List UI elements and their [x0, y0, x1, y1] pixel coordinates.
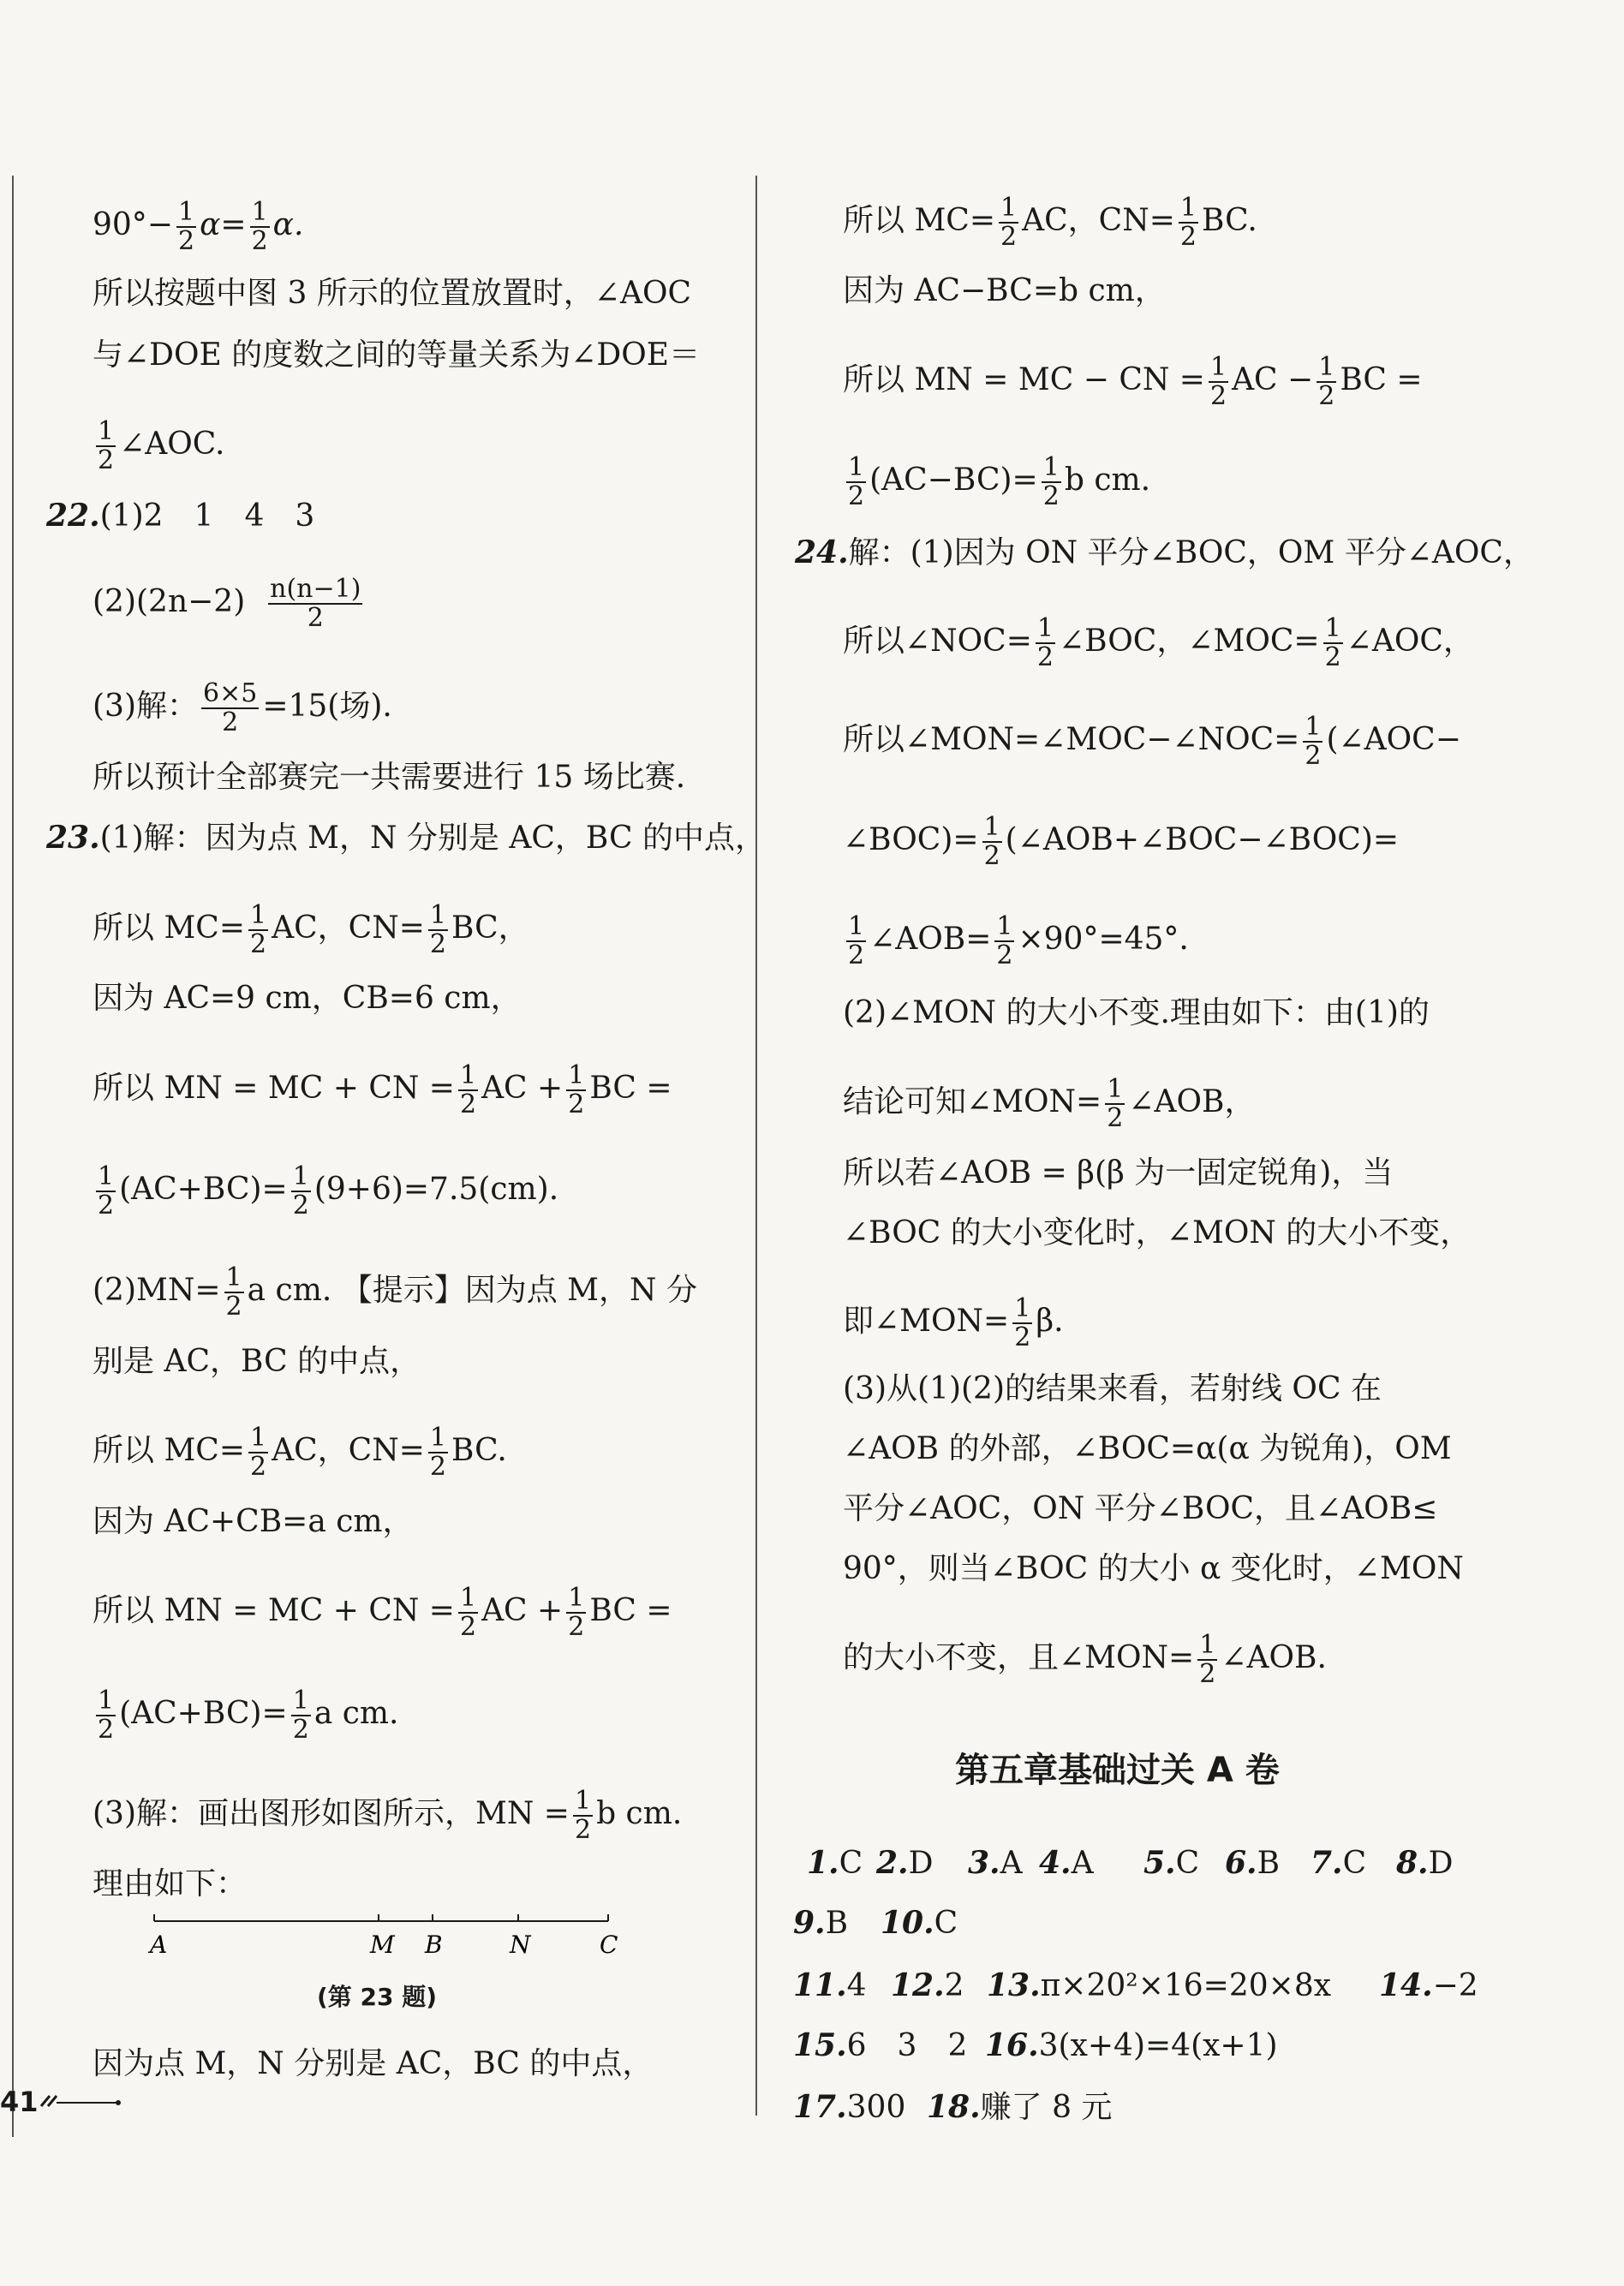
fraction: $\frac{1}{2}$ [1179, 193, 1197, 252]
fraction: $\frac{1}{2}$ [1042, 452, 1060, 511]
fraction: $\frac{1}{2}$ [996, 911, 1013, 970]
answer-item [793, 1906, 848, 1941]
answer-value: C [839, 1846, 863, 1881]
page-ornament-icon [38, 2092, 123, 2110]
text-line: (3)解：画出图形如图所示，MN = $\frac{1}{2}$ b cm. [93, 1786, 683, 1845]
text-line: 所以预计全部赛完一共需要进行 15 场比赛. [93, 760, 686, 795]
answer-number: 13. [987, 1967, 1041, 2003]
answer-number: 7. [1311, 1845, 1343, 1881]
answer-value: A [1000, 1846, 1023, 1881]
text-line: 理由如下： [93, 1866, 248, 1901]
answer-number: 1. [807, 1845, 839, 1881]
text-line: $\frac{1}{2}$ ∠AOC. [98, 416, 225, 475]
fraction: $\frac{1}{2}$ [568, 1583, 585, 1642]
text-line: 因为 AC−BC=b cm， [843, 273, 1166, 308]
answer-item [793, 2090, 905, 2125]
question-23: 23.(1)解：因为点 M，N 分别是 AC，BC 的中点， [46, 820, 766, 856]
answer-item [876, 1846, 933, 1881]
fraction: $\frac{1}{2}$ [251, 197, 268, 256]
text-line: 所以∠NOC= $\frac{1}{2}$ ∠BOC，∠MOC= $\frac{1}{2}$ ∠AOC， [843, 613, 1474, 672]
fraction: $\frac{1}{2}$ [983, 812, 1000, 871]
answer-item [987, 1968, 1331, 2003]
text-line: 所以 MN = MC + CN = $\frac{1}{2}$ AC + $\frac{1}{2}$ BC = [93, 1583, 672, 1642]
text-line: 所以 MC= $\frac{1}{2}$ AC，CN= $\frac{1}{2}$ BC， [93, 900, 529, 959]
text-line: $\frac{1}{2}$ ∠AOB= $\frac{1}{2}$ ×90°=45°. [848, 911, 1189, 970]
text-line: $\frac{1}{2}$ (AC+BC)= $\frac{1}{2}$ a cm. [98, 1686, 399, 1745]
answer-number: 10. [881, 1905, 934, 1941]
answer-number: 18. [927, 2089, 981, 2125]
fraction: $\frac{1}{2}$ [98, 1686, 115, 1745]
fraction: $\frac{1}{2}$ [292, 1686, 309, 1745]
text-line: ∠BOC)= $\frac{1}{2}$ (∠AOB+∠BOC−∠BOC)= [843, 812, 1400, 871]
answer-number: 14. [1379, 1967, 1433, 2003]
answer-value: B [1257, 1846, 1281, 1881]
left-margin-rule [12, 176, 14, 2137]
fraction: $\frac{1}{2}$ [1014, 1293, 1031, 1352]
text-line: $\frac{1}{2}$ (AC−BC)= $\frac{1}{2}$ b cm. [848, 452, 1151, 511]
column-divider [755, 176, 757, 2116]
figure-23-segment [146, 1906, 625, 1966]
answer-item [985, 2028, 1278, 2063]
answer-value: C [1175, 1846, 1200, 1881]
text-line: 所以∠MON=∠MOC−∠NOC= $\frac{1}{2}$ (∠AOC− [843, 712, 1461, 771]
answer-item [1396, 1846, 1453, 1881]
answer-value: 300 [846, 2090, 906, 2125]
answer-number: 8. [1396, 1845, 1429, 1881]
fraction: $\frac{1}{2}$ [225, 1262, 242, 1322]
answer-item [793, 1968, 867, 2003]
text-line: 因为 AC=9 cm，CB=6 cm， [93, 981, 522, 1016]
answer-number: 15. [793, 2027, 847, 2063]
text-line: ∠AOB 的外部，∠BOC=α(α 为锐角)，OM [843, 1431, 1452, 1466]
label-c: C [600, 1931, 618, 1959]
answer-value: B [825, 1906, 849, 1941]
fraction: $\frac{1}{2}$ [459, 1583, 477, 1642]
label-b: B [425, 1931, 443, 1959]
text-line: (2)MN= $\frac{1}{2}$ a cm. 【提示】因为点 M，N 分 [93, 1262, 697, 1322]
answer-value: 4 [846, 1968, 867, 2003]
answer-item [807, 1846, 863, 1881]
text-line: 的大小不变，且∠MON= $\frac{1}{2}$ ∠AOB. [843, 1630, 1327, 1689]
answer-number: 12. [891, 1967, 945, 2003]
text-line: $\frac{1}{2}$ (AC+BC)= $\frac{1}{2}$ (9+6)=7.5(cm). [98, 1161, 559, 1221]
text-line: (3)解： $\frac{6\times 5}{2}$ =15(场). [93, 678, 392, 737]
question-22: 22.(1)2 1 4 3 [46, 498, 315, 534]
answer-value: 3(x+4)=4(x+1) [1038, 2028, 1278, 2063]
text-line: 90°− $\frac{1}{2}$ α= $\frac{1}{2}$ α. [93, 197, 304, 256]
answer-number: 3. [968, 1845, 1000, 1881]
fraction: $\frac{1}{2}$ [1036, 613, 1054, 672]
text-line: 即∠MON= $\frac{1}{2}$ β. [843, 1293, 1064, 1352]
fraction: $\frac{1}{2}$ [848, 452, 865, 511]
text-line: 所以 MC= $\frac{1}{2}$ AC，CN= $\frac{1}{2}$ BC. [93, 1423, 507, 1482]
answer-number: 4. [1039, 1845, 1072, 1881]
fraction: $\frac{1}{2}$ [1318, 352, 1335, 411]
answer-value: A [1071, 1846, 1094, 1881]
chapter-title: 第五章基础过关 A 卷 [955, 1751, 1280, 1790]
text-line: 所以 MN = MC − CN = $\frac{1}{2}$ AC − $\frac{1}{2}$ BC = [843, 352, 1423, 411]
answer-value: C [1342, 1846, 1367, 1881]
answer-number: 5. [1143, 1845, 1176, 1881]
text-line: ∠BOC 的大小变化时，∠MON 的大小不变， [843, 1215, 1472, 1250]
fraction: $\frac{6\times 5}{2}$ [203, 678, 258, 737]
fraction: $\frac{n(n-1)}{2}$ [270, 574, 361, 633]
label-a: A [150, 1931, 168, 1959]
text-line: 平分∠AOC，ON 平分∠BOC，且∠AOB≤ [843, 1491, 1438, 1526]
fraction: $\frac{1}{2}$ [1000, 193, 1018, 252]
answer-item [891, 1968, 964, 2003]
fraction: $\frac{1}{2}$ [98, 416, 115, 475]
figure-caption: (第 23 题) [317, 1983, 438, 2011]
text-line: 因为点 M，N 分别是 AC，BC 的中点， [93, 2046, 654, 2081]
answer-item [1225, 1846, 1280, 1881]
answer-number: 11. [793, 1967, 847, 2003]
fraction: $\frac{1}{2}$ [98, 1161, 115, 1221]
text-line: (3)从(1)(2)的结果来看，若射线 OC 在 [843, 1371, 1382, 1406]
fraction: $\frac{1}{2}$ [574, 1786, 592, 1845]
answer-value: 赚了 8 元 [980, 2090, 1113, 2125]
answer-number: 17. [793, 2089, 847, 2125]
answer-value: −2 [1432, 1968, 1478, 2003]
text-line: 90°，则当∠BOC 的大小 α 变化时，∠MON [843, 1551, 1464, 1586]
answer-value: π×20²×16=20×8x [1040, 1968, 1332, 2003]
answer-number: 9. [793, 1905, 826, 1941]
text-line: 所以若∠AOB = β(β 为一固定锐角)，当 [843, 1155, 1394, 1191]
label-m: M [370, 1931, 395, 1959]
answer-item [968, 1846, 1023, 1881]
text-line: (2)∠MON 的大小不变.理由如下：由(1)的 [843, 995, 1430, 1030]
answer-item [1379, 1968, 1478, 2003]
fraction: $\frac{1}{2}$ [1199, 1630, 1216, 1689]
fraction: $\frac{1}{2}$ [848, 911, 865, 970]
fraction: $\frac{1}{2}$ [459, 1060, 477, 1119]
label-n: N [510, 1931, 531, 1959]
answer-item [927, 2090, 1112, 2125]
answer-item [1143, 1846, 1199, 1881]
answer-value: D [908, 1846, 934, 1881]
answer-value: D [1428, 1846, 1454, 1881]
fraction: $\frac{1}{2}$ [250, 1423, 267, 1482]
answer-value: 6 3 2 [846, 2028, 968, 2063]
fraction: $\frac{1}{2}$ [1324, 613, 1341, 672]
answer-item [881, 1906, 958, 1941]
text-line: 与∠DOE 的度数之间的等量关系为∠DOE＝ [93, 337, 701, 373]
text-line: 因为 AC+CB=a cm， [93, 1504, 414, 1539]
text-line: 别是 AC，BC 的中点， [93, 1344, 421, 1379]
answer-item [793, 2028, 967, 2063]
fraction: $\frac{1}{2}$ [429, 900, 446, 959]
fraction: $\frac{1}{2}$ [1305, 712, 1322, 771]
text-line: 结论可知∠MON= $\frac{1}{2}$ ∠AOB， [843, 1074, 1256, 1133]
answer-number: 6. [1225, 1845, 1257, 1881]
answer-item [1311, 1846, 1366, 1881]
page-number: 41 [0, 2086, 39, 2118]
fraction: $\frac{1}{2}$ [292, 1161, 309, 1221]
fraction: $\frac{1}{2}$ [1209, 352, 1227, 411]
answer-item [1039, 1846, 1094, 1881]
answer-value: 2 [944, 1968, 964, 2003]
answer-number: 16. [985, 2027, 1039, 2063]
text-line: 所以 MC= $\frac{1}{2}$ AC，CN= $\frac{1}{2}$ BC. [843, 193, 1257, 252]
answer-number: 2. [876, 1845, 909, 1881]
answer-value: C [934, 1906, 958, 1941]
fraction: $\frac{1}{2}$ [429, 1423, 446, 1482]
question-24: 24.解：(1)因为 ON 平分∠BOC，OM 平分∠AOC， [795, 534, 1534, 570]
text-line: 所以按题中图 3 所示的位置放置时，∠AOC [93, 276, 692, 311]
fraction: $\frac{1}{2}$ [1107, 1074, 1124, 1133]
fraction: $\frac{1}{2}$ [568, 1060, 585, 1119]
text-line: 所以 MN = MC + CN = $\frac{1}{2}$ AC + $\frac{1}{2}$ BC = [93, 1060, 672, 1119]
fraction: $\frac{1}{2}$ [177, 197, 195, 256]
text-line: (2)(2n−2) $\frac{n(n-1)}{2}$ [93, 574, 361, 633]
fraction: $\frac{1}{2}$ [250, 900, 267, 959]
